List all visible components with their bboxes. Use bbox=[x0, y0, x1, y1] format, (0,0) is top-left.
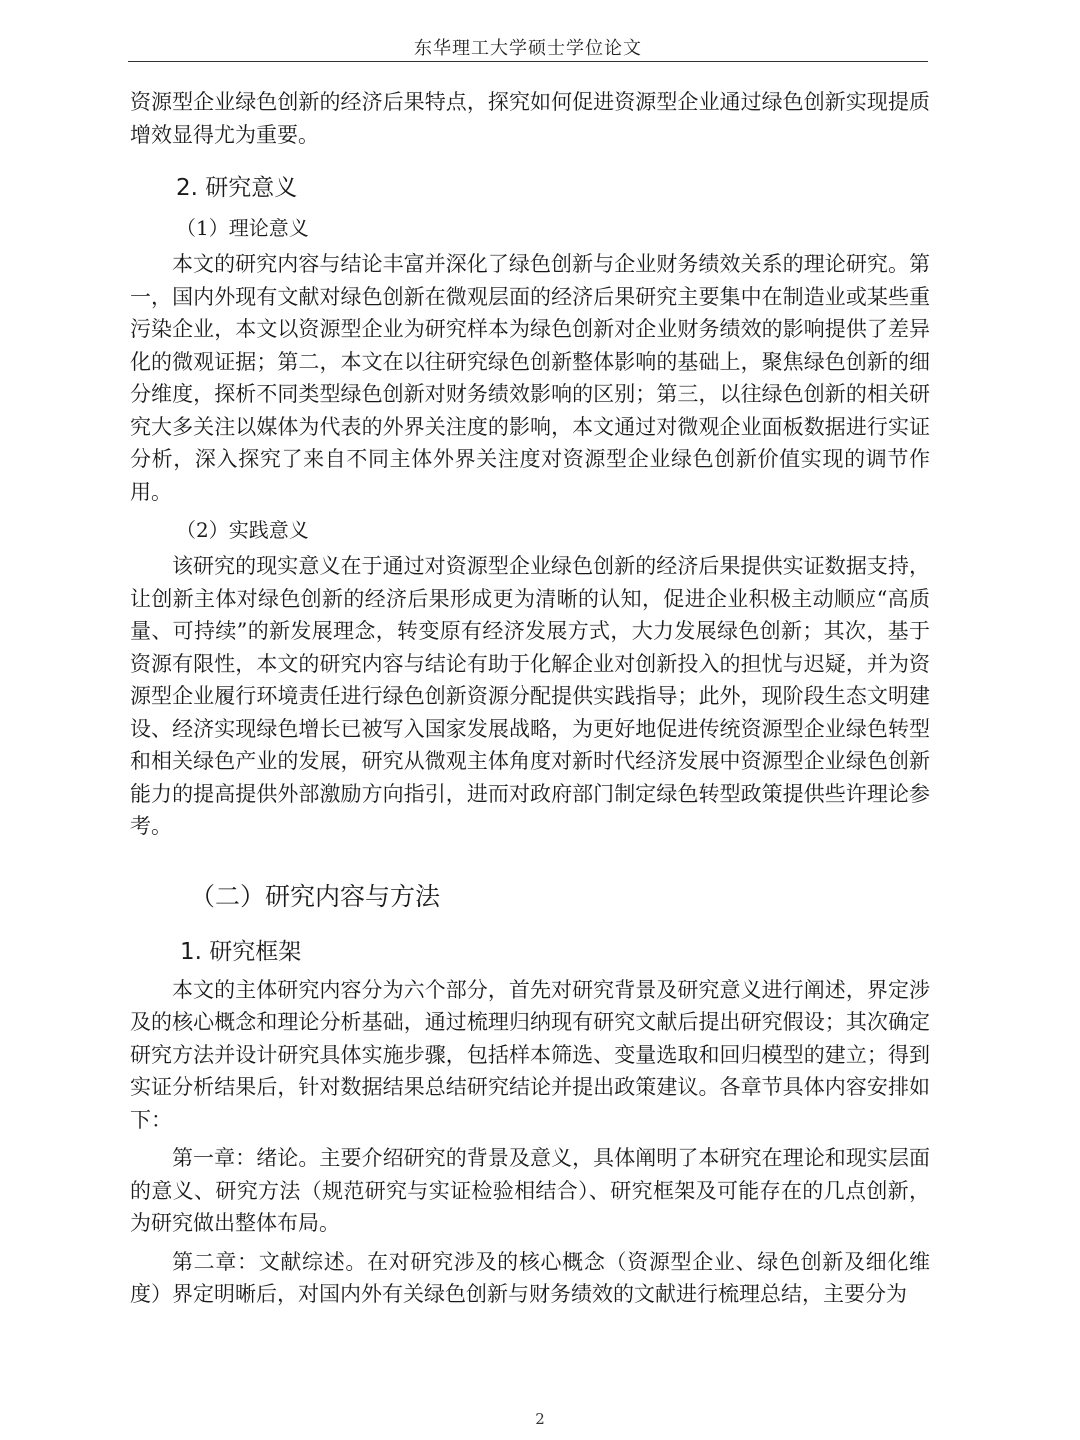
heading-research-significance: 2. 研究意义 bbox=[176, 175, 298, 201]
heading-theoretical-significance: （1）理论意义 bbox=[176, 216, 309, 240]
header-rule bbox=[128, 61, 928, 62]
paragraph-theoretical-significance: 本文的研究内容与结论丰富并深化了绿色创新与企业财务绩效关系的理论研究。第一，国内外现有文献对绿色创新在微观层面的经济后果研究主要集中在制造业或某些重污染企业，本文以资源型企业为研究样本为绿色创新对企业财务绩效的影响提供了差异化的微观证据；第二，本文在以往研究绿色创新整体影响的基础上，聚焦绿色创新的细分维度，探析不同类型绿色创新对财务绩效影响的区别；第三，以往绿色创新的相关研究大多关注以媒体为代表的外界关注度的影响，本文通过对微观企业面板数据进行实证分析，深入探究了来自不同主体外界关注度对资源型企业绿色创新价值实现的调节作用。 bbox=[130, 252, 930, 504]
page-body bbox=[130, 86, 930, 1311]
heading-content-and-methods: （二）研究内容与方法 bbox=[190, 881, 441, 911]
running-header: 东华理工大学硕士学位论文 bbox=[414, 38, 642, 59]
paragraph-continuation: 资源型企业绿色创新的经济后果特点，探究如何促进资源型企业通过绿色创新实现提质增效显得尤为重要。 bbox=[130, 90, 930, 147]
heading-practical-significance: （2）实践意义 bbox=[176, 518, 309, 542]
paragraph-research-framework: 本文的主体研究内容分为六个部分，首先对研究背景及研究意义进行阐述，界定涉及的核心概念和理论分析基础，通过梳理归纳现有研究文献后提出研究假设；其次确定研究方法并设计研究具体实施步骤，包括样本筛选、变量选取和回归模型的建立；得到实证分析结果后，针对数据结果总结研究结论并提出政策建议。各章节具体内容安排如下： bbox=[130, 977, 930, 1132]
heading-research-framework: 1. 研究框架 bbox=[180, 938, 302, 965]
paragraph-practical-significance: 该研究的现实意义在于通过对资源型企业绿色创新的经济后果提供实证数据支持，让创新主体对绿色创新的经济后果形成更为清晰的认知，促进企业积极主动顺应“高质量、可持续”的新发展理念，转变原有经济发展方式，大力发展绿色创新；其次，基于资源有限性，本文的研究内容与结论有助于化解企业对创新投入的担忧与迟疑，并为资源型企业履行环境责任进行绿色创新资源分配提供实践指导；此外，现阶段生态文明建设、经济实现绿色增长已被写入国家发展战略，为更好地促进传统资源型企业绿色转型和相关绿色产业的发展，研究从微观主体角度对新时代经济发展中资源型企业绿色创新能力的提高提供外部激励方向指引，进而对政府部门制定绿色转型政策提供些许理论参考。 bbox=[130, 554, 930, 838]
paragraph-chapter-one: 第一章：绪论。主要介绍研究的背景及意义，具体阐明了本研究在理论和现实层面的意义、研究方法（规范研究与实证检验相结合）、研究框架及可能存在的几点创新，为研究做出整体布局。 bbox=[130, 1146, 930, 1235]
page-number: 2 bbox=[535, 1410, 545, 1428]
paragraph-chapter-two: 第二章：文献综述。在对研究涉及的核心概念（资源型企业、绿色创新及细化维度）界定明晰后，对国内外有关绿色创新与财务绩效的文献进行梳理总结，主要分为 bbox=[130, 1249, 930, 1306]
